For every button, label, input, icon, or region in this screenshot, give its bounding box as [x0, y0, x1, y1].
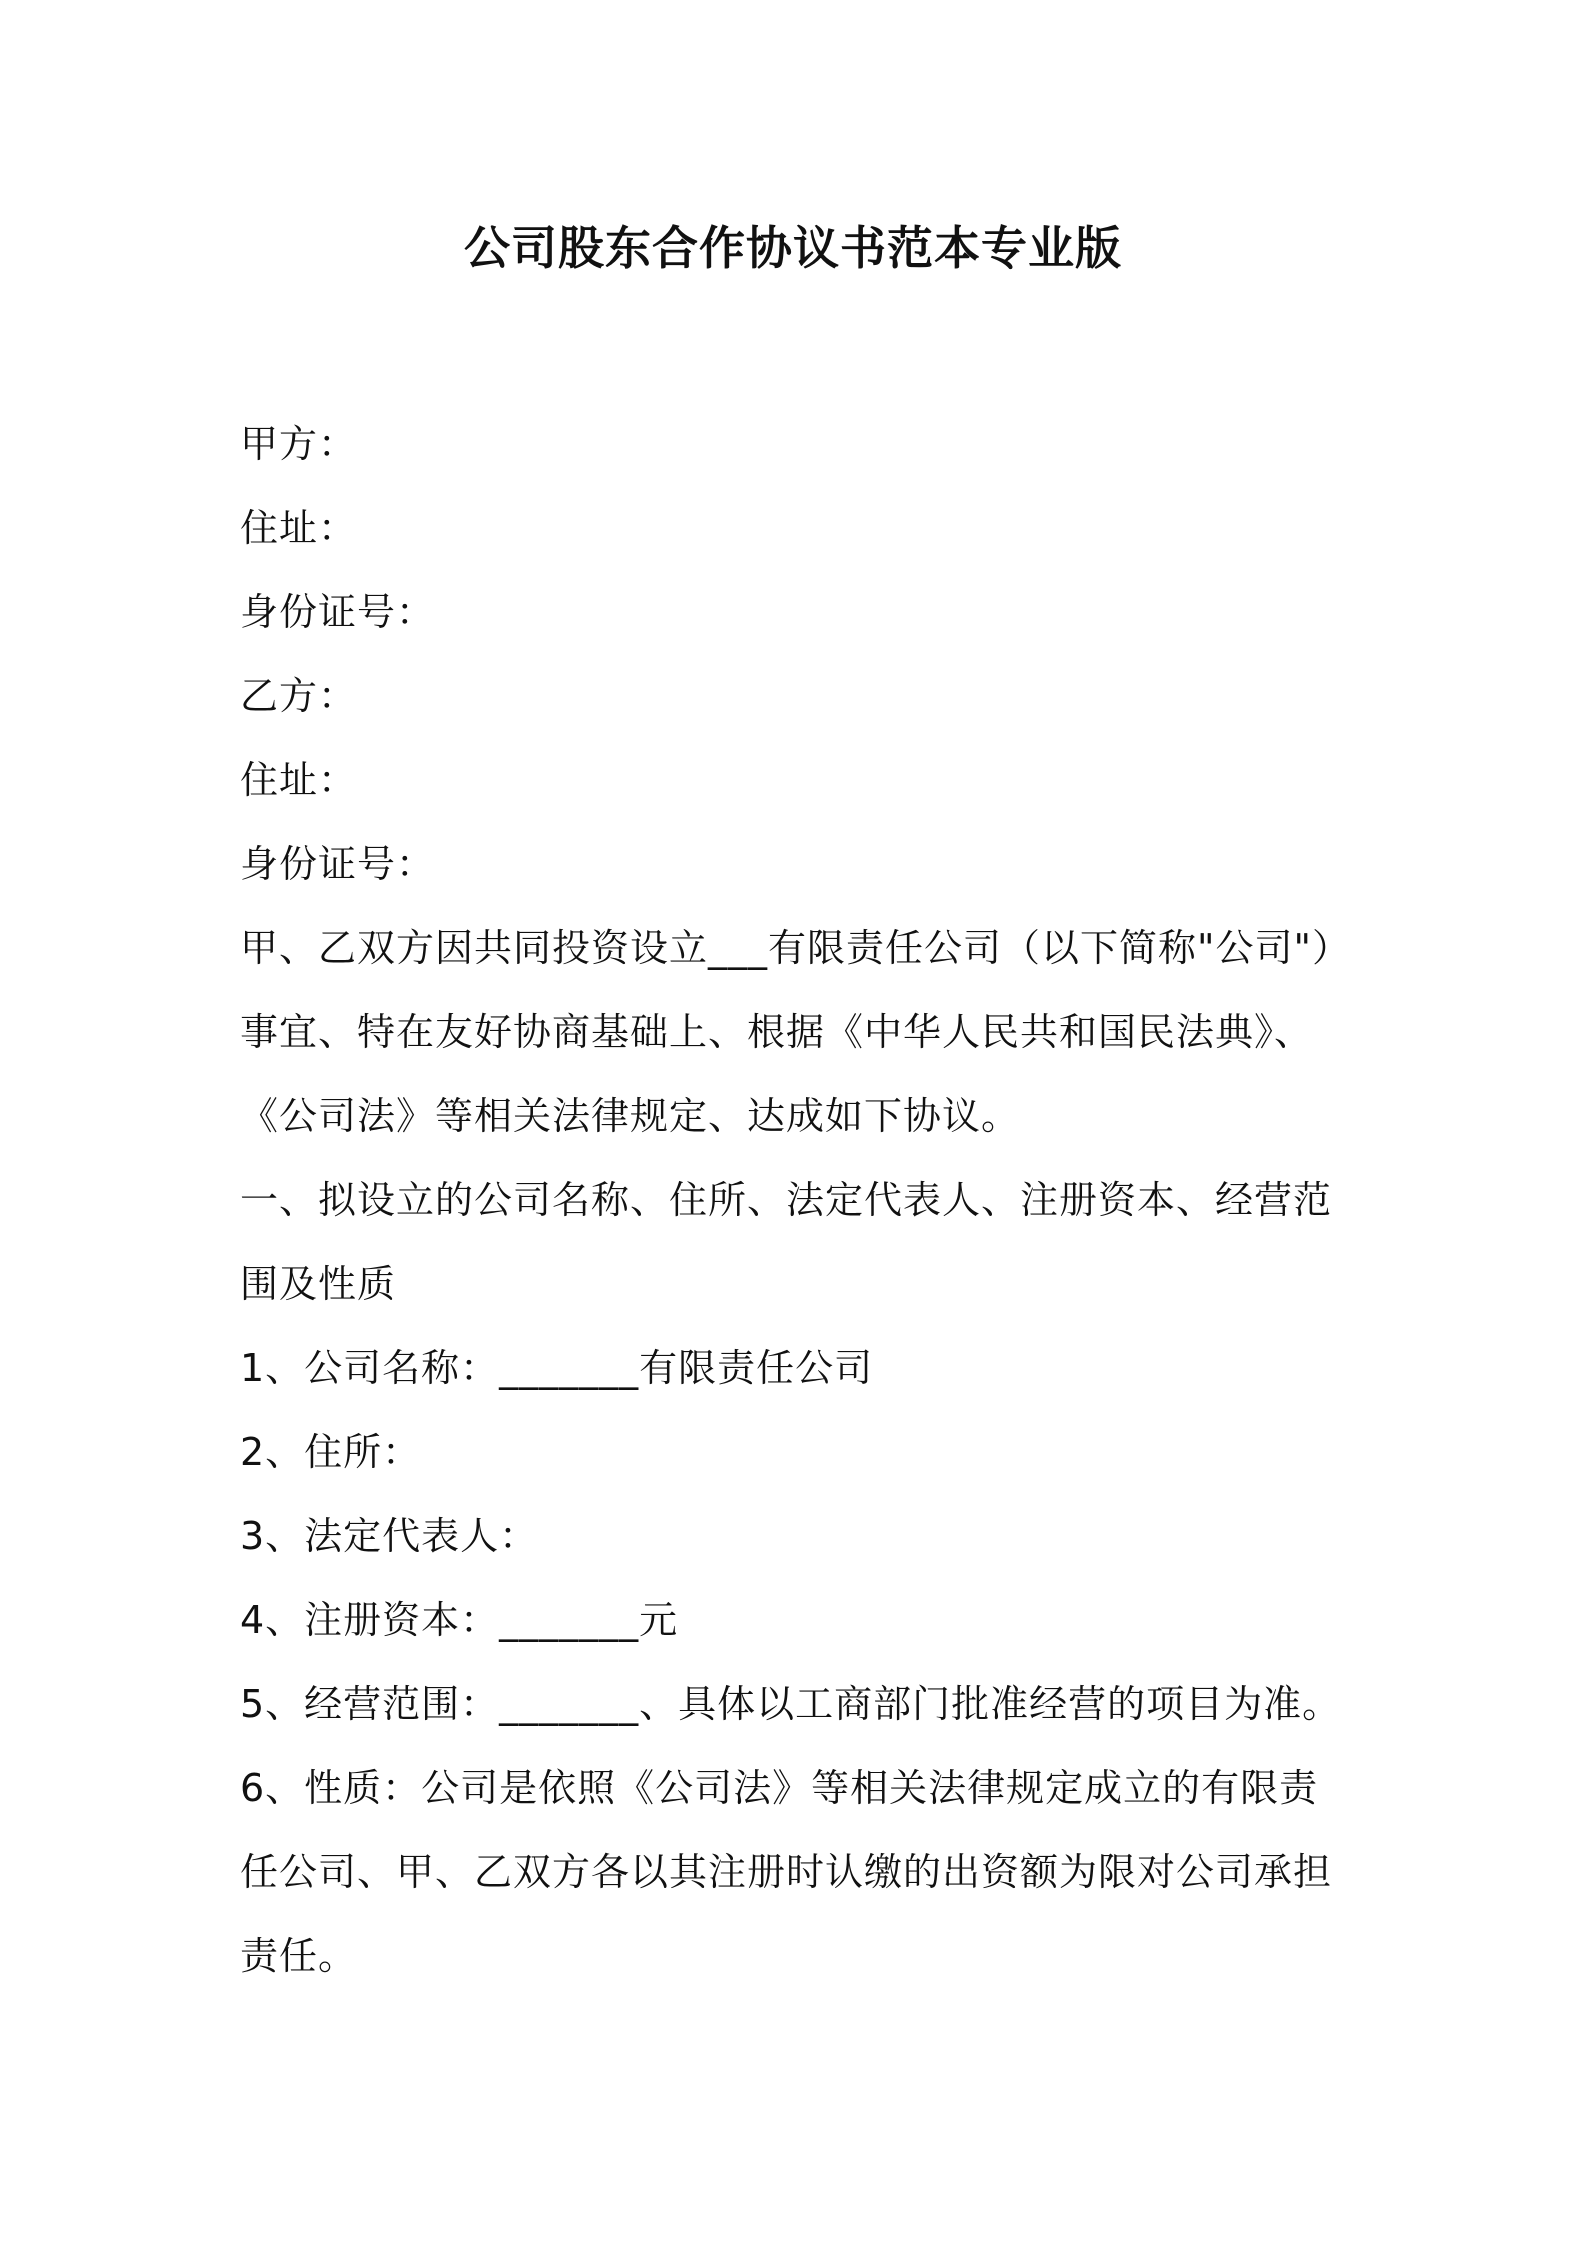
party-a-id-label: 身份证号：	[240, 590, 436, 634]
party-a-address-label: 住址：	[240, 506, 358, 550]
intro-paragraph-line-2: 事宜、特在友好协商基础上、根据《中华人民共和国民法典》、	[240, 1010, 1314, 1054]
document-title: 公司股东合作协议书范本专业版	[464, 221, 1122, 275]
party-a-label: 甲方：	[240, 422, 358, 466]
party-b-address-label: 住址：	[240, 758, 358, 802]
clause-nature-line-2: 任公司、甲、乙双方各以其注册时认缴的出资额为限对公司承担	[240, 1850, 1333, 1894]
clause-company-name: 1、公司名称：_______有限责任公司	[240, 1346, 874, 1390]
section-one-heading-line-1: 一、拟设立的公司名称、住所、法定代表人、注册资本、经营范	[240, 1178, 1333, 1222]
section-one-heading-line-2: 围及性质	[240, 1262, 397, 1306]
clause-business-scope: 5、经营范围：_______、具体以工商部门批准经营的项目为准。	[240, 1682, 1342, 1726]
clause-nature-line-3: 责任。	[240, 1934, 358, 1978]
party-b-label: 乙方：	[240, 674, 358, 718]
clause-domicile: 2、住所：	[240, 1430, 422, 1474]
clause-nature-line-1: 6、性质：公司是依照《公司法》等相关法律规定成立的有限责	[240, 1766, 1319, 1810]
clause-legal-representative: 3、法定代表人：	[240, 1514, 539, 1558]
intro-paragraph-line-3: 《公司法》等相关法律规定、达成如下协议。	[240, 1094, 1021, 1138]
party-b-id-label: 身份证号：	[240, 842, 436, 886]
intro-paragraph-line-1: 甲、乙双方因共同投资设立___有限责任公司（以下简称"公司"）	[240, 926, 1351, 970]
clause-registered-capital: 4、注册资本：_______元	[240, 1598, 679, 1642]
document-body	[240, 402, 1370, 1998]
